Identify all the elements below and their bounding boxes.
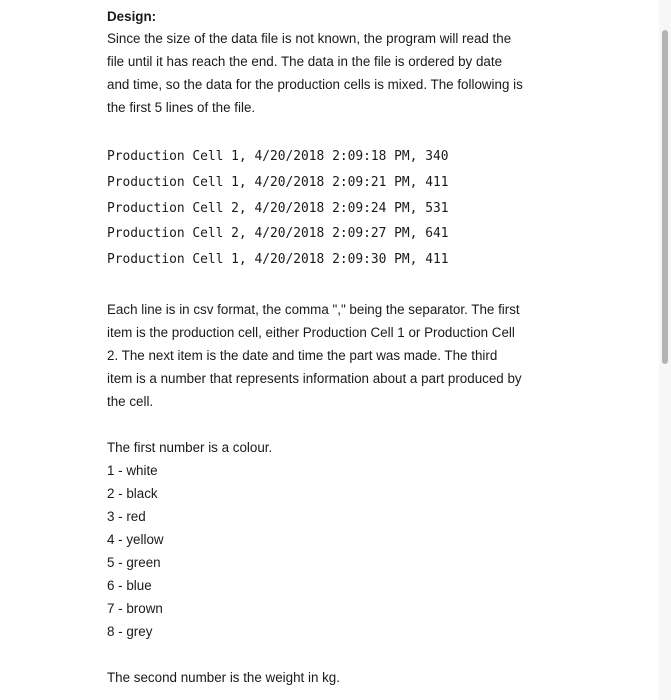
code-line-5: Production Cell 1, 4/20/2018 2:09:30 PM, 411 bbox=[107, 252, 449, 268]
intro-line-4: the first 5 lines of the file. bbox=[107, 100, 256, 115]
section-heading: Design: bbox=[107, 9, 157, 24]
code-line-1: Production Cell 1, 4/20/2018 2:09:18 PM, 340 bbox=[107, 149, 449, 164]
spacer bbox=[107, 273, 577, 298]
colour-list-item: 6 - blue bbox=[107, 577, 152, 593]
csv-line-5: the cell. bbox=[107, 393, 154, 409]
intro-line-3: and time, so the data for the production cells is mixed. The following is bbox=[107, 77, 523, 92]
spacer bbox=[107, 413, 577, 436]
csv-line-3: 2. The next item is the date and time the part was made. The third bbox=[107, 347, 498, 363]
csv-line-1: Each line is in csv format, the comma "," being the separator. The first bbox=[107, 301, 520, 317]
code-line-2: Production Cell 1, 4/20/2018 2:09:21 PM, 411 bbox=[107, 174, 449, 190]
colour-list-item: 1 - white bbox=[107, 462, 158, 478]
scrollbar-thumb[interactable] bbox=[662, 30, 668, 364]
code-line-4: Production Cell 2, 4/20/2018 2:09:27 PM, 641 bbox=[107, 226, 449, 242]
csv-line-2: item is the production cell, either Production Cell 1 or Production Cell bbox=[107, 324, 515, 340]
intro-paragraph bbox=[107, 27, 577, 119]
colour-list-item: 4 - yellow bbox=[107, 531, 164, 547]
spacer bbox=[107, 643, 577, 666]
colour-list-item: 8 - grey bbox=[107, 623, 153, 639]
intro-line-2: file until it has reach the end. The data in the file is ordered by date bbox=[107, 54, 503, 69]
code-line-3: Production Cell 2, 4/20/2018 2:09:24 PM, 531 bbox=[107, 200, 449, 216]
colour-list-item: 7 - brown bbox=[107, 600, 163, 616]
colour-list-title: The first number is a colour. bbox=[107, 439, 273, 455]
colour-list-item: 5 - green bbox=[107, 554, 161, 570]
csv-format-paragraph bbox=[107, 298, 577, 413]
intro-line-1: Since the size of the data file is not known, the program will read the bbox=[107, 31, 512, 46]
document-content bbox=[107, 7, 577, 689]
file-sample-code-block bbox=[107, 144, 577, 273]
colour-list-item: 2 - black bbox=[107, 485, 158, 501]
colour-list bbox=[107, 436, 577, 643]
csv-line-4: item is a number that represents information about a part produced by bbox=[107, 370, 522, 386]
closing-text: The second number is the weight in kg. bbox=[107, 669, 340, 685]
colour-list-item: 3 - red bbox=[107, 508, 146, 524]
